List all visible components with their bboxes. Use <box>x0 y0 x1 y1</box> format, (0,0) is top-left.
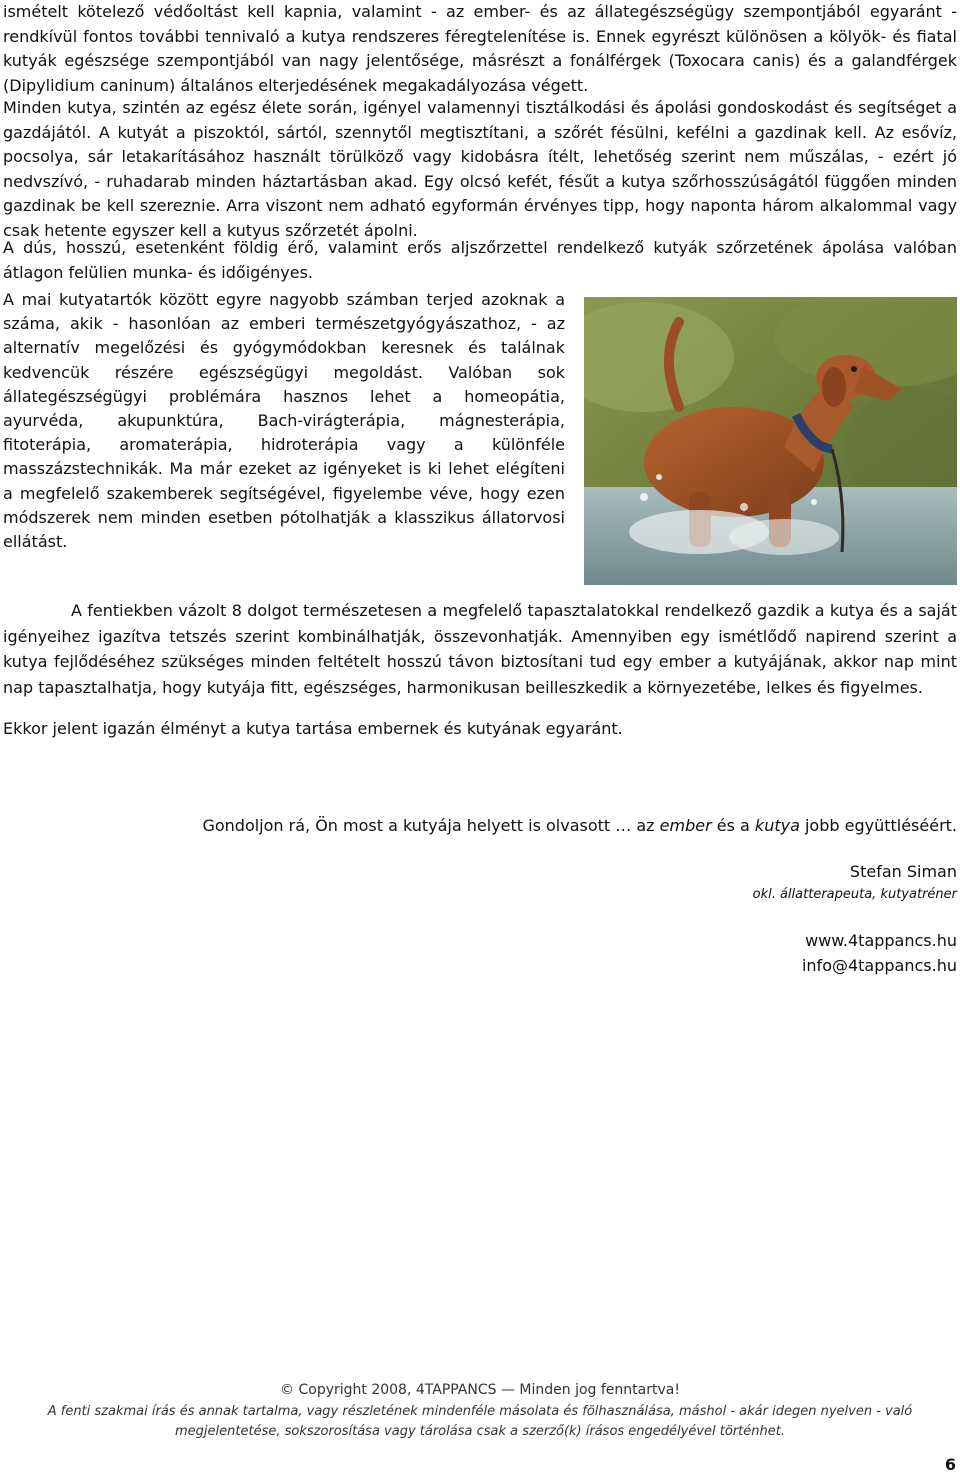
water-droplet <box>740 503 748 511</box>
website-link[interactable]: www.4tappancs.hu <box>805 931 957 950</box>
author-name: Stefan Siman <box>849 862 957 881</box>
water-droplet <box>656 474 662 480</box>
dog-eye <box>851 366 857 372</box>
paragraph-deworming: ismételt kötelező védőoltást kell kapnia, valamint - az ember- és az állategészségügy szempontjából egyaránt - rendkívül fontos további tennivaló a kutya rendszeres féregtelenítése is. Ennek egyrészt különösen a kölyök- és fiatal kutyák egészsége szempontjából van nagy jelentősége, másrészt a fonálférgek (Toxocara canis) és a galandférgek (Dipylidium caninum) általános elterjedésének megakadályozása végett. <box>3 2 957 95</box>
paragraph-conclusion: Ekkor jelent igazán élményt a kutya tartása embernek és kutyának egyaránt. <box>3 719 623 738</box>
water-droplet <box>811 499 817 505</box>
footer-notice: A fenti szakmai írás és annak tartalma, vagy részletének mindenféle másolata és fölhasználása, máshol - akár idegen nyelven - való megjelentetése, sokszorosítása vagy tárolása csak a szerző(k) írásos engedélyével történhet. <box>47 1404 913 1439</box>
water-droplet <box>640 493 648 501</box>
dog-in-water-photo <box>584 297 957 585</box>
paragraph-long-coat: A dús, hosszú, esetenként földig érő, valamint erős aljszőrzettel rendelkező kutyák szőrzetének ápolása valóban átlagon felülien munka- és időigényes. <box>3 238 957 282</box>
paragraph-summary <box>3 598 957 700</box>
emphasis-ember: ember <box>659 816 712 835</box>
author-title: okl. állatterapeuta, kutyatréner <box>752 887 957 902</box>
paragraph-grooming: Minden kutya, szintén az egész élete során, igényel valamennyi tisztálkodási és ápolási gondoskodást és segítséget a gazdájától. A kutyát a piszoktól, sártól, szennytől megtisztítani, a szőrét fésülni, kefélni a gazdinak kell. Az esővíz, pocsolya, sár letakarításához használt törülköző vagy kidobásra ítélt, lehetőség szerint nem műszálas, - ezért jó nedvszívó, - ruhadarab minden háztartásban akad. Egy olcsó kefét, fésűt a kutya szőrhosszúságától függően minden gazdinak be kell szereznie. Arra viszont nem adható egyformán érvényes tipp, hogy naponta három alkalommal vagy csak hetente egyszer kell a kutyus szőrzetét ápolni. <box>3 98 957 240</box>
page-number: 6 <box>944 1455 956 1474</box>
emphasis-kutya: kutya <box>754 816 800 835</box>
email-link[interactable]: info@4tappancs.hu <box>801 956 957 975</box>
dog-ear <box>822 367 846 407</box>
footer-copyright: © Copyright 2008, 4TAPPANCS — Minden jog fenntartva! <box>280 1382 680 1398</box>
paragraph-alternative-therapies: A mai kutyatartók között egyre nagyobb számban terjed azoknak a száma, akik - hasonlóan az emberi természetgyógyászathoz, - az alternatív megelőzési és gyógymódokban keresnek és találnak kedvencük részére egészségügyi megoldást. Valóban sok állategészségügyi problémára hasznos lehet a homeopátia, ayurvéda, akupunktúra, Bach-virágterápia, mágnesterápia, fitoterápia, aromaterápia, hidroterápia vagy a különféle masszázstechnikák. Ma már ezeket az igényeket is ki lehet elégíteni a megfelelő szakemberek segítségével, figyelembe véve, hogy ezen módszerek nem minden esetben pótolhatják a klasszikus állatorvosi ellátást. <box>3 290 565 552</box>
closing-line: Gondoljon rá, Ön most a kutyája helyett is olvasott … az ember és a kutya jobb együttléséért. <box>202 816 957 835</box>
water-splash <box>729 519 839 555</box>
summary-text: A fentiekben vázolt 8 dolgot természetesen a megfelelő tapasztalatokkal rendelkező gazdik a kutya és a saját igényeihez igazítva tetszés szerint kombinálhatják, összevonhatják. Amennyiben egy ismétlődő napirend szerint a kutya fejlődéséhez szükséges minden feltételt hosszú távon biztosítani tud egy ember a kutyájának, akkor nap mint nap tapasztalhatja, hogy kutyája fitt, egészséges, harmonikusan beilleszkedik a környezetébe, lelkes és figyelmes. <box>3 601 957 697</box>
